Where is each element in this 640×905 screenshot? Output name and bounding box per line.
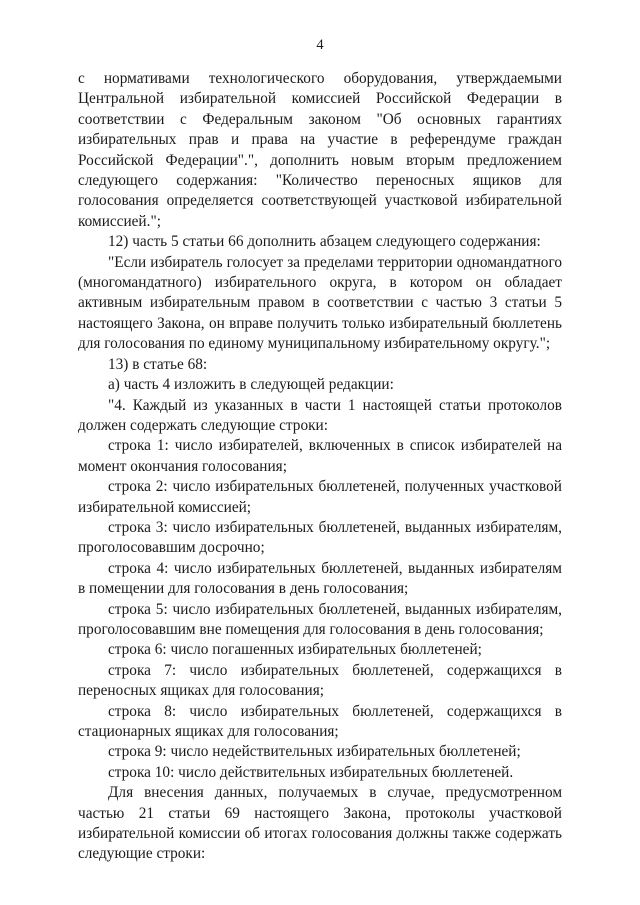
document-body	[78, 69, 562, 865]
paragraph-3: "Если избиратель голосует за пределами территории одномандатного (многомандатного) избирательного округа, в котором он обладает активным избирательным правом в соответствии с частью 3 статьи 5 настоящего Закона, он вправе получить только избирательный бюллетень для голосования по единому муниципальному избирательному округу.";	[78, 253, 562, 353]
paragraph-12: строка 6: число погашенных избирательных бюллетеней;	[108, 641, 482, 659]
paragraph-1: с нормативами технологического оборудования, утверждаемыми Центральной избирательной комиссией Российской Федерации в соответствии с Федеральным законом "Об основных гарантиях избирательных прав и права на участие в референдуме граждан Российской Федерации".", дополнить новым вторым предложением следующего содержания: "Количество переносных ящиков для голосования определяется соответствующей участковой избирательной комиссией.";	[78, 70, 562, 230]
paragraph-11: строка 5: число избирательных бюллетеней, выданных избирателям, проголосовавшим вне помещения для голосования в день голосования;	[78, 600, 562, 638]
paragraph-13: строка 7: число избирательных бюллетеней, содержащихся в переносных ящиках для голосования;	[78, 661, 562, 700]
paragraph-10: строка 4: число избирательных бюллетеней, выданных избирателям в помещении для голосования в день голосования;	[78, 559, 562, 598]
paragraph-16: строка 10: число действительных избирательных бюллетеней.	[108, 763, 514, 781]
paragraph-4: 13) в статье 68:	[108, 355, 208, 373]
paragraph-14: строка 8: число избирательных бюллетеней, содержащихся в стационарных ящиках для голосования;	[78, 702, 562, 740]
paragraph-5: а) часть 4 изложить в следующей редакции:	[108, 376, 394, 394]
paragraph-17: Для внесения данных, получаемых в случае, предусмотренном частью 21 статьи 69 настоящего Закона, протоколы участковой избирательной комиссии об итогах голосования должны также содержать следующие строки:	[78, 784, 562, 863]
paragraph-6: "4. Каждый из указанных в части 1 настоящей статьи протоколов должен содержать следующие строки:	[78, 396, 562, 434]
paragraph-15: строка 9: число недействительных избирательных бюллетеней;	[108, 743, 521, 761]
paragraph-9: строка 3: число избирательных бюллетеней, выданных избирателям, проголосовавшим досрочно;	[78, 518, 562, 557]
paragraph-2: 12) часть 5 статьи 66 дополнить абзацем следующего содержания:	[108, 233, 541, 251]
paragraph-8: строка 2: число избирательных бюллетеней, полученных участковой избирательной комиссией;	[78, 478, 562, 516]
paragraph-7: строка 1: число избирателей, включенных в список избирателей на момент окончания голосования;	[78, 437, 562, 475]
page-number: 4	[316, 37, 324, 53]
